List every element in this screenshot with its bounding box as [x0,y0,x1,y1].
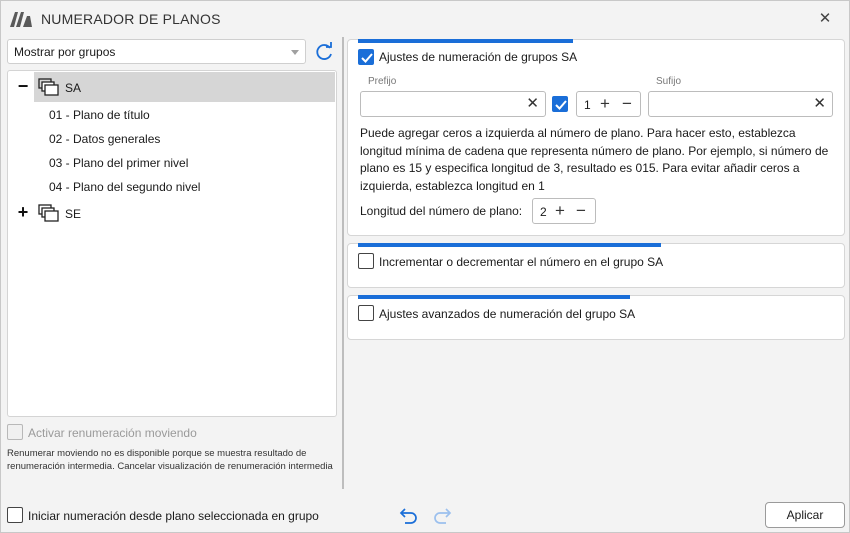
start-from-selected-checkbox[interactable] [7,507,23,523]
minus-icon[interactable]: − [576,201,586,220]
suffix-input[interactable] [648,91,833,117]
view-mode-value: Mostrar por grupos [14,45,116,59]
numbering-settings-title: Ajustes de numeración de grupos SA [379,50,578,64]
collapse-icon[interactable]: − [17,76,29,96]
title-bar [1,1,849,37]
apply-button[interactable]: Aplicar [765,502,845,528]
numbering-settings-checkbox[interactable] [358,49,374,65]
card-accent-bar [358,295,630,299]
close-icon[interactable]: ✕ [818,10,832,27]
sheet-tree [7,70,337,417]
start-from-selected-label: Iniciar numeración desde plano seleccionada en grupo [28,509,319,523]
expand-icon[interactable]: + [17,202,29,222]
checkmark-icon [554,98,568,112]
start-number-value: 1 [584,98,591,112]
prefix-label: Prefijo [368,76,397,87]
clear-prefix-icon[interactable]: ✕ [526,95,539,112]
advanced-settings-card [347,295,845,340]
leading-zeros-description: Puede agregar ceros a izquierda al número de plano. Para hacer esto, establezca longitud mínima de cadena que representa número de plano. Por ejemplo, si número de plano es 15 y especifica longitud de 3, resultado es 015. Para evitar añadir ceros a izquierda, establezca longitud en 1 [360,126,829,193]
suffix-label: Sufijo [656,76,682,87]
card-accent-bar [358,243,661,247]
sheets-group-icon [38,204,60,222]
refresh-icon[interactable] [313,41,335,63]
number-length-stepper[interactable] [532,198,596,224]
activate-renumbering-label: Activar renumeración moviendo [28,426,197,440]
plus-icon[interactable]: + [555,201,565,220]
start-number-stepper[interactable] [576,91,641,117]
chevron-down-icon [291,50,299,55]
increment-settings-card [347,243,845,288]
activate-renumbering-checkbox[interactable] [7,424,23,440]
view-mode-dropdown[interactable] [7,39,306,64]
advanced-settings-checkbox[interactable] [358,305,374,321]
undo-icon[interactable] [399,505,419,525]
start-number-checkbox[interactable] [552,96,568,112]
tree-group-sa[interactable] [8,72,336,102]
redo-icon[interactable] [432,505,452,525]
increment-settings-title: Incrementar o decrementar el número en el grupo SA [379,255,664,269]
tree-item[interactable]: 03 - Plano del primer nivel [49,156,189,170]
card-accent-bar [358,39,573,43]
tree-item[interactable]: 02 - Datos generales [49,132,161,146]
minus-icon[interactable]: − [622,94,632,113]
number-length-value: 2 [540,205,547,219]
prefix-input[interactable] [360,91,546,117]
advanced-settings-title: Ajustes avanzados de numeración del grupo SA [379,307,636,321]
tree-group-se[interactable] [8,198,336,228]
numbering-settings-card [347,39,845,236]
tree-item[interactable]: 04 - Plano del segundo nivel [49,180,201,194]
increment-settings-checkbox[interactable] [358,253,374,269]
window-title: NUMERADOR DE PLANOS [41,11,221,27]
pane-splitter[interactable] [342,37,344,489]
number-length-label: Longitud del número de plano: [360,204,523,218]
tree-group-label: SA [65,81,82,95]
clear-suffix-icon[interactable]: ✕ [813,95,826,112]
checkmark-icon [360,51,374,65]
plus-icon[interactable]: + [600,94,610,113]
tree-item[interactable]: 01 - Plano de título [49,108,150,122]
renumbering-note: Renumerar moviendo no es disponible porque se muestra resultado de renumeración intermedia. Cancelar visualización de renumeración intermedia [7,448,333,472]
sheets-group-icon [38,78,60,96]
tree-group-label: SE [65,207,82,221]
app-logo-icon [9,10,33,28]
